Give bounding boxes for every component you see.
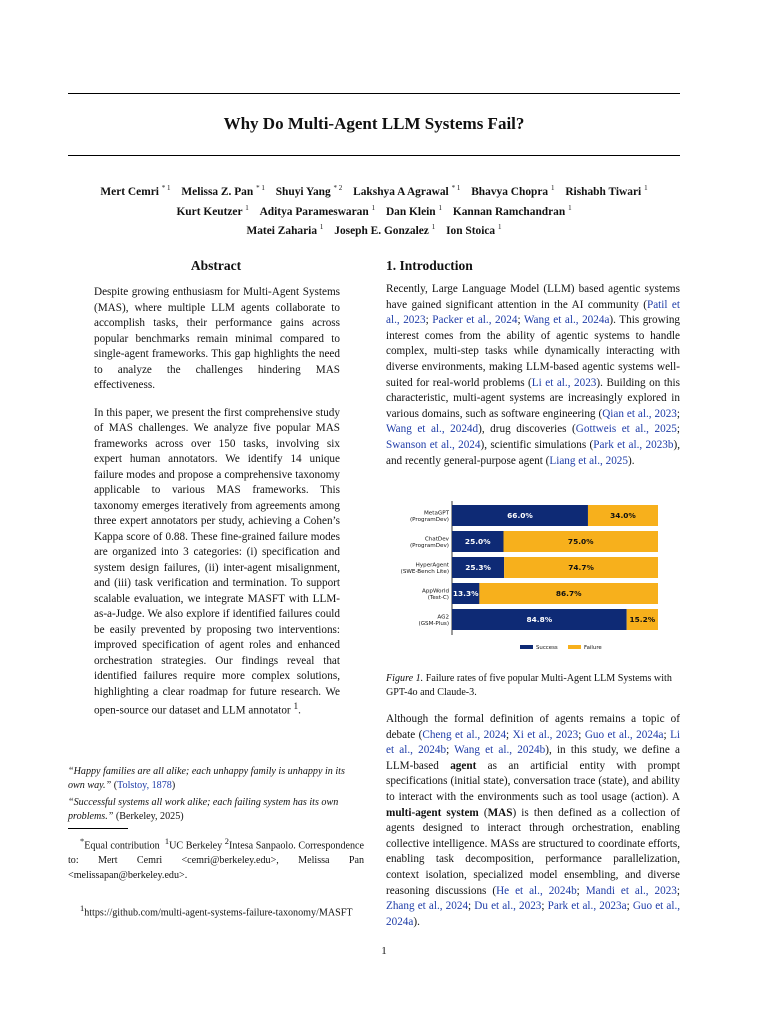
citation-link[interactable]: Du et al., 2023 xyxy=(474,900,542,913)
category-sublabel: (ProgramDev) xyxy=(409,517,449,523)
category-label: AppWorld xyxy=(422,588,449,595)
introduction-paragraph: Recently, Large Language Model (LLM) based agentic systems have gained significant attention in the AI community (Patil et al., 2023; Packer et al., 2024; Wang et al., 2024a). This growing interest comes from the ability of agentic systems to handle complex, multi-step tasks while dynamically interacting with diverse environments, making LLM-based agentic systems well-suited for real-world problems (Li et al., 2023). Building on this characteristic, multi-agent systems are increasingly explored in various domains, such as software engineering (Qian et al., 2023; Wang et al., 2024d), drug discoveries (Gottweis et al., 2025; Swanson et al., 2024), scientific simulations (Park et al., 2023b), and recently general-purpose agent (Liang et al., 2025). xyxy=(386,283,681,467)
author-row-1 xyxy=(96,186,651,198)
bar-label-success: 66.0% xyxy=(507,511,533,521)
footnotes xyxy=(68,834,364,939)
author-list xyxy=(68,180,680,239)
citation-link[interactable]: Guo et al., 2024a xyxy=(386,900,681,928)
author: Dan Klein $^1$ xyxy=(385,203,442,218)
author: Kurt Keutzer $^1$ xyxy=(176,203,249,218)
bar-label-failure: 74.7% xyxy=(568,563,594,573)
citation-link[interactable]: Li et al., 2024b xyxy=(386,728,681,757)
author: Lakshya A Agrawal $^{* 1}$ xyxy=(353,184,461,198)
category-label: AG2 xyxy=(437,614,449,621)
author: Bhavya Chopra $^1$ xyxy=(471,184,555,198)
epigraph xyxy=(68,765,364,827)
category-sublabel: (ProgramDev) xyxy=(409,543,449,549)
legend-swatch-success xyxy=(520,645,533,649)
figure-caption: Figure 1. Failure rates of five popular Multi-Agent LLM Systems with GPT-4o and Claude-3. xyxy=(386,673,672,698)
author: Shuyi Yang $^{* 2}$ xyxy=(275,184,343,198)
bar-label-failure: 34.0% xyxy=(610,511,636,521)
category-label: HyperAgent xyxy=(415,562,449,569)
legend-label-failure: Failure xyxy=(584,645,602,651)
introduction-paragraph-2: Although the formal definition of agents remains a topic of debate (Cheng et al., 2024; Xi et al., 2023; Guo et al., 2024a; Li et al., 2024b; Wang et al., 2024b), in this study, we define a LLM-based agent as an artificial entity with prompt specifications (initial state), conversation trace (state), and ability to interact with the environments such as tool usage (action). A multi-agent system (MAS) is then defined as a collection of agents designed to interact through orchestration, enabling collective intelligence. MASs are structured to coordinate efforts, enabling task decomposition, performance parallelization, context isolation, specialized model ensembling, and diverse reasoning discussions (He et al., 2024b; Mandi et al., 2023; Zhang et al., 2024; Du et al., 2023; Park et al., 2023a; Guo et al., 2024a). xyxy=(386,713,681,928)
failure-rate-chart xyxy=(386,498,680,658)
citation-link[interactable]: Park et al., 2023a xyxy=(547,900,627,913)
citation-link[interactable]: Qian et al., 2023 xyxy=(602,407,677,420)
footnote-marker[interactable]: 1 xyxy=(293,702,299,712)
bar-label-failure: 86.7% xyxy=(555,589,582,599)
author-row-2 xyxy=(172,203,575,218)
top-rule xyxy=(68,93,680,94)
affiliation-footnote: *Equal contribution $^1$UC Berkeley $^2$Intesa Sanpaolo. Correspondence to: Mert Cemri <cemri@berkeley.edu>, Melissa Pan <melissapan@berkeley.edu>. xyxy=(68,837,364,882)
paper-title: Why Do Multi-Agent LLM Systems Fail? xyxy=(223,114,525,133)
legend-swatch-failure xyxy=(568,645,581,649)
author-row-3 xyxy=(242,225,505,237)
citation-link[interactable]: Patil et al., 2023 xyxy=(386,298,680,327)
citation-link[interactable]: Mandi et al., 2023 xyxy=(585,884,677,897)
category-label: ChatDev xyxy=(424,536,449,543)
citation-link[interactable]: Tolstoy, 1878 xyxy=(117,779,172,791)
abstract-paragraph: Despite growing enthusiasm for Multi-Agent Systems (MAS), where multiple LLM agents collaborate to accomplish tasks, their performance gains across popular benchmarks remain minimal compared to single-agent frameworks. This gap highlights the need to analyze the challenges hindering MAS effectiveness. xyxy=(94,286,340,391)
author: Rishabh Tiwari $^1$ xyxy=(565,184,648,198)
bar-label-success: 25.0% xyxy=(464,537,491,547)
abstract-heading: Abstract xyxy=(190,258,242,273)
legend-label-success: Success xyxy=(536,645,558,651)
category-sublabel: (GSM-Plus) xyxy=(418,621,449,627)
title-bottom-rule xyxy=(68,155,680,156)
category-sublabel: (Test-C) xyxy=(427,595,449,601)
author: Melissa Z. Pan $^{* 1}$ xyxy=(181,184,265,198)
figure-1 xyxy=(386,498,680,658)
footnote-rule xyxy=(68,828,128,829)
citation-link[interactable]: Wang et al., 2024a xyxy=(523,314,610,327)
bar-label-failure: 75.0% xyxy=(567,537,594,547)
author: Aditya Parameswaran $^1$ xyxy=(259,203,376,218)
citation-link[interactable]: Wang et al., 2024b xyxy=(454,744,546,757)
author: Mert Cemri $^{* 1}$ xyxy=(100,184,171,198)
citation-link[interactable]: Cheng et al., 2024 xyxy=(422,728,507,741)
bar-label-failure: 15.2% xyxy=(629,615,656,625)
url-footnote: $^1$https://github.com/multi-agent-systems-failure-taxonomy/MASFT xyxy=(80,904,353,919)
bar-label-success: 13.3% xyxy=(452,589,479,599)
quote-1: “Happy families are all alike; each unhappy family is unhappy in its own way.” (Tolstoy, 1878) xyxy=(68,766,345,791)
citation-link[interactable]: Wang et al., 2024d xyxy=(386,423,479,436)
category-sublabel: (SWE-Bench Lite) xyxy=(400,569,449,575)
citation-link[interactable]: Li et al., 2023 xyxy=(531,376,597,389)
bar-label-success: 25.3% xyxy=(465,563,491,573)
introduction-heading: 1. Introduction xyxy=(386,258,473,273)
quote-2: “Successful systems all work alike; each failing system has its own problems.” (Berkeley, 2025) xyxy=(68,797,339,822)
repository-link[interactable]: https://github.com/multi-agent-systems-failure-taxonomy/MASFT xyxy=(84,907,353,919)
citation-link[interactable]: Packer et al., 2024 xyxy=(432,314,518,327)
citation-link[interactable]: Swanson et al., 2024 xyxy=(386,438,481,451)
bar-label-success: 84.8% xyxy=(526,615,553,625)
citation-link[interactable]: He et al., 2024b xyxy=(496,884,577,897)
citation-link[interactable]: Gottweis et al., 2025 xyxy=(575,423,677,436)
author: Kannan Ramchandran $^1$ xyxy=(452,203,572,218)
abstract-body xyxy=(94,285,340,731)
citation-link[interactable]: Park et al., 2023b xyxy=(593,438,674,451)
page-number: 1 xyxy=(381,945,387,957)
citation-link[interactable]: Liang et al., 2025 xyxy=(549,454,628,467)
category-label: MetaGPT xyxy=(423,510,449,517)
abstract-paragraph: In this paper, we present the first comprehensive study of MAS challenges. We analyze five popular MAS frameworks across over 150 tasks, involving six expert human annotators. We identify 14 unique failure modes and propose a comprehensive taxonomy applicable to various MAS frameworks. This taxonomy emerges iteratively from agreements among three expert annotators per study, achieving a Cohen’s Kappa score of 0.88. These fine-grained failure modes are organized into 3 categories: (i) specification and system design failures, (ii) inter-agent misalignment, and (iii) task verification and termination. To support scalable evaluation, we integrate MASFT with LLM-as-a-Judge. We also explore if identified failures could be easily prevented by proposing two interventions: improved specification of agent roles and enhanced orchestration strategies. Our findings reveal that identified failures require more complex solutions, highlighting a clear roadmap for future research. We open-source our dataset and LLM annotator $^1$. xyxy=(94,406,340,717)
citation-link[interactable]: Xi et al., 2023 xyxy=(512,728,579,741)
citation-link[interactable]: Guo et al., 2024a xyxy=(584,728,664,741)
author: Joseph E. Gonzalez $^1$ xyxy=(334,223,436,238)
author: Matei Zaharia $^1$ xyxy=(246,223,324,238)
citation-link[interactable]: Zhang et al., 2024 xyxy=(386,900,469,913)
author: Ion Stoica $^1$ xyxy=(446,223,502,238)
